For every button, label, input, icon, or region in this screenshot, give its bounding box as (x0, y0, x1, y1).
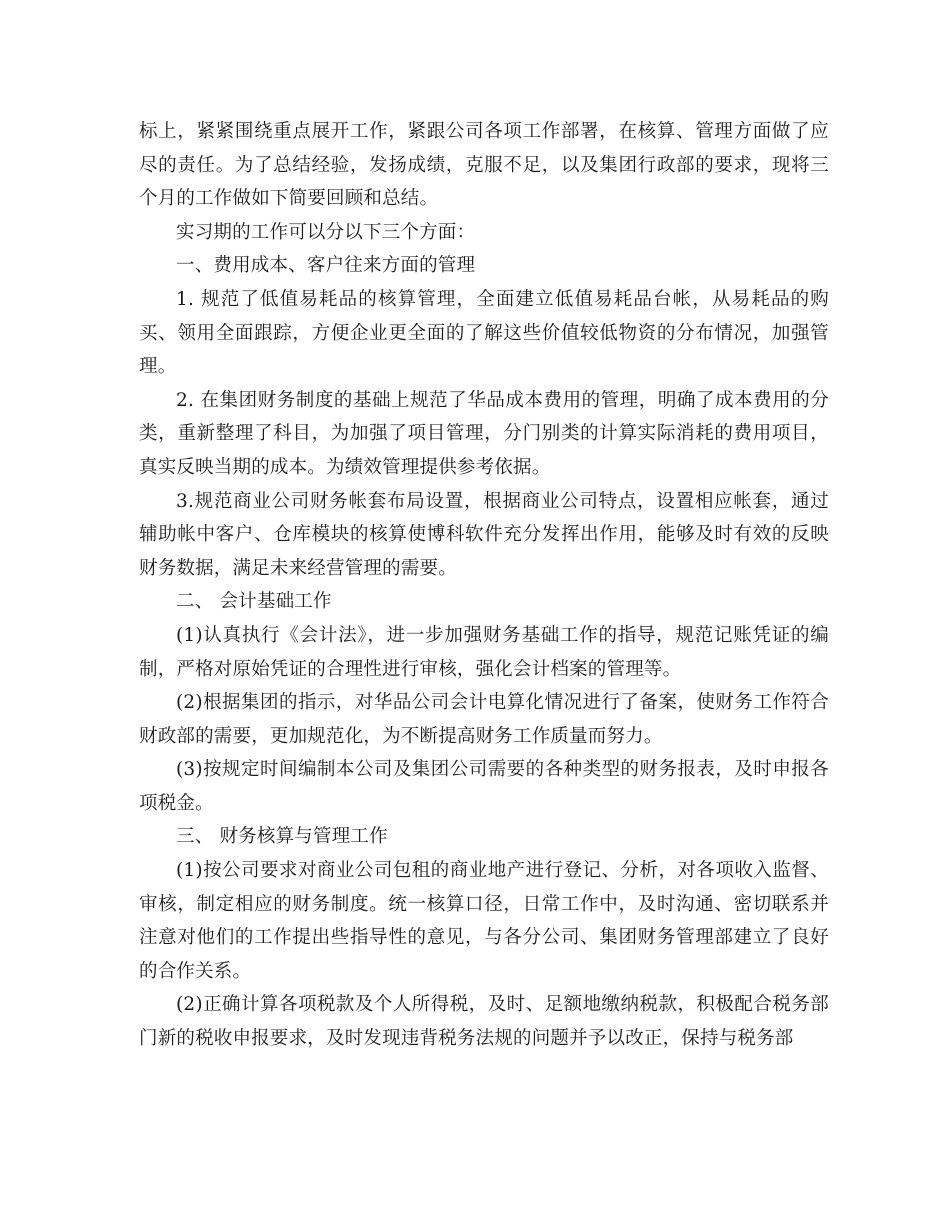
paragraph-financial-1: (1)按公司要求对商业公司包租的商业地产进行登记、分析，对各项收入监督、审核，制定相应的财务制度。统一核算口径，日常工作中，及时沟通、密切联系并注意对他们的工作提出些指导性的意见，与各分公司、集团财务管理部建立了良好的合作关系。 (139, 860, 829, 982)
paragraph-item-1: 1. 规范了低值易耗品的核算管理，全面建立低值易耗品台帐，从易耗品的购买、领用全面跟踪，方便企业更全面的了解这些价值较低物资的分布情况，加强管理。 (139, 288, 829, 378)
section-heading-cost-management: 一、费用成本、客户往来方面的管理 (176, 255, 476, 277)
paragraph-item-3: 3.规范商业公司财务帐套布局设置，根据商业公司特点，设置相应帐套，通过辅助帐中客户、仓库模块的核算使博科软件充分发挥出作用，能够及时有效的反映财务数据，满足未来经营管理的需要。 (139, 490, 829, 579)
paragraph-financial-2: (2)正确计算各项税款及个人所得税，及时、足额地缴纳税款，积极配合税务部门新的税收申报要求，及时发现违背税务法规的问题并予以改正，保持与税务部 (139, 994, 829, 1050)
paragraph-basics-2: (2)根据集团的指示，对华品公司会计电算化情况进行了备案，使财务工作符合财政部的需要，更加规范化，为不断提高财务工作质量而努力。 (139, 692, 829, 747)
paragraph-three-aspects: 实习期的工作可以分以下三个方面： (176, 221, 476, 243)
section-heading-financial-accounting: 三、 财务核算与管理工作 (176, 826, 388, 848)
paragraph-basics-1: (1)认真执行《会计法》，进一步加强财务基础工作的指导，规范记账凭证的编制，严格对原始凭证的合理性进行审核，强化会计档案的管理等。 (139, 624, 829, 680)
section-heading-accounting-basics: 二、 会计基础工作 (176, 591, 332, 613)
document-page (139, 115, 829, 1056)
paragraph-intro-continuation: 标上，紧紧围绕重点展开工作，紧跟公司各项工作部署，在核算、管理方面做了应尽的责任。为了总结经验，发扬成绩，克服不足，以及集团行政部的要求，现将三个月的工作做如下简要回顾和总结。 (139, 121, 829, 210)
paragraph-basics-3: (3)按规定时间编制本公司及集团公司需要的各种类型的财务报表，及时申报各项税金。 (139, 759, 829, 814)
paragraph-item-2: 2. 在集团财务制度的基础上规范了华品成本费用的管理，明确了成本费用的分类，重新整理了科目，为加强了项目管理，分门别类的计算实际消耗的费用项目，真实反映当期的成本。为绩效管理提供参考依据。 (139, 389, 829, 478)
